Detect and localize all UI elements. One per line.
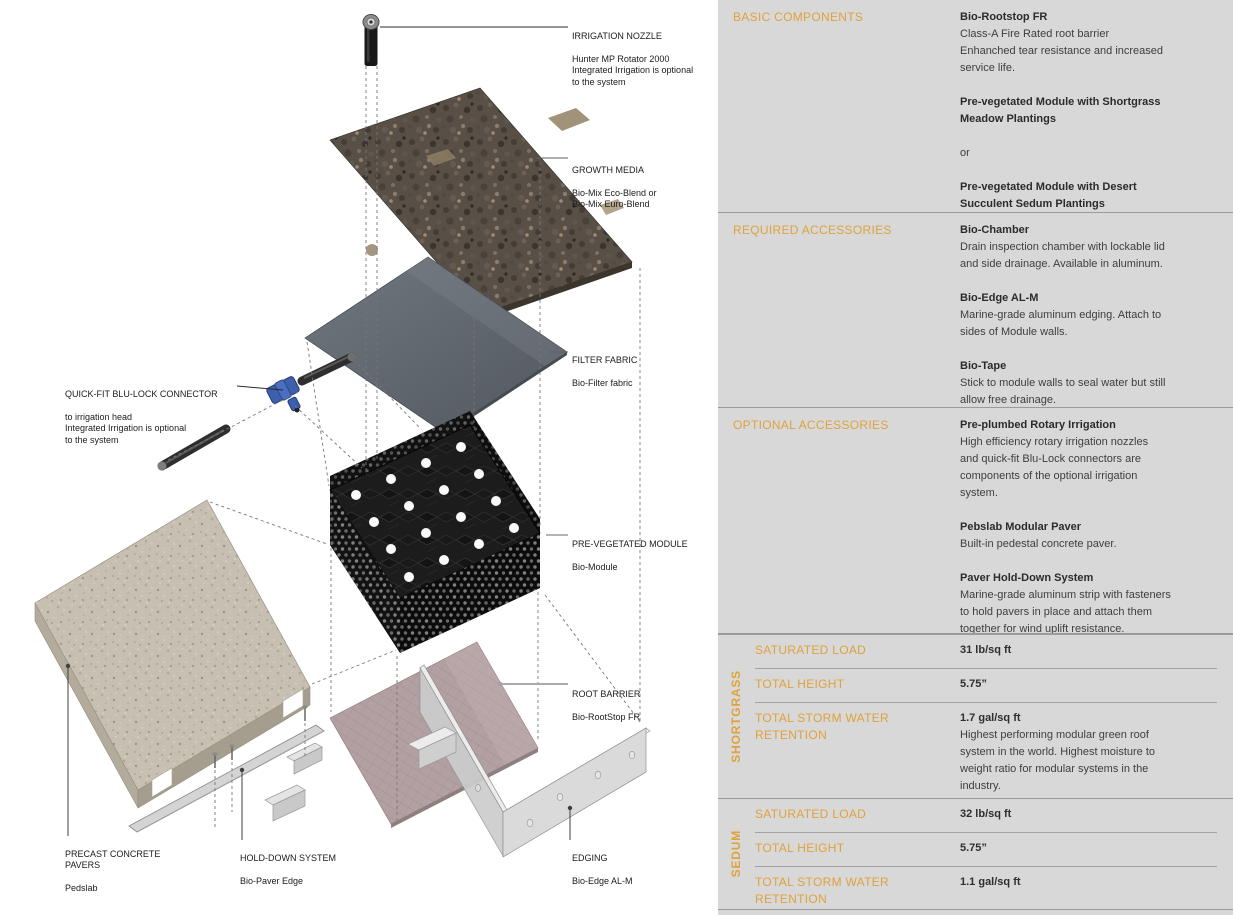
list-item (960, 570, 1217, 634)
label-title: QUICK-FIT BLU-LOCK CONNECTOR (65, 388, 218, 399)
label-title: IRRIGATION NOZZLE (572, 30, 662, 41)
label-title: GROWTH MEDIA (572, 164, 644, 175)
label-body: Bio-Paver Edge (240, 875, 304, 886)
label-body: Bio-RootStop FR (572, 711, 641, 722)
label-title: PRE-VEGETATED MODULE (572, 538, 688, 549)
spec-value: 1.7 gal/sq ft (960, 712, 1021, 724)
spec-value: 1.1 gal/sq ft (960, 876, 1021, 888)
item-title: Bio-Rootstop FR (960, 11, 1048, 23)
spec-value-wrap (960, 710, 1217, 795)
list-item (960, 145, 1217, 162)
list-item (960, 179, 1217, 213)
section-items (960, 222, 1217, 407)
section-required-accessories (718, 213, 1233, 408)
spec-group-strip (718, 635, 755, 798)
spec-label: SATURATED LOAD (755, 807, 867, 821)
label-hold-down-system (240, 841, 380, 899)
label-pre-vegetated-module (572, 527, 712, 585)
table-row (755, 866, 1217, 910)
label-edging (572, 841, 712, 899)
list-item (960, 222, 1217, 273)
spec-value: 32 lb/sq ft (960, 808, 1012, 820)
label-blu-lock-connector (65, 377, 243, 458)
list-item (960, 9, 1217, 77)
spec-value: 5.75” (960, 842, 987, 854)
item-title: Bio-Chamber (960, 224, 1030, 236)
section-basic-components (718, 0, 1233, 213)
section-heading: BASIC COMPONENTS (733, 10, 864, 24)
label-precast-pavers (65, 837, 205, 906)
table-row (755, 702, 1217, 798)
item-title: Bio-Tape (960, 360, 1007, 372)
label-body: to irrigation head Integrated Irrigation is optional to the system (65, 411, 187, 445)
table-row (755, 799, 1217, 832)
spec-table-shortgrass (718, 634, 1233, 798)
list-item (960, 358, 1217, 408)
spec-value: 5.75” (960, 678, 987, 690)
item-body: Stick to module walls to seal water but still allow free drainage. (960, 377, 1166, 406)
label-irrigation-nozzle (572, 19, 712, 100)
item-body: or (960, 147, 970, 159)
irrigation-nozzle (363, 15, 379, 67)
precast-paver (35, 500, 310, 808)
list-item (960, 94, 1217, 128)
item-title: Paver Hold-Down System (960, 572, 1094, 584)
item-body: Class-A Fire Rated root barrier Enhanched tear resistance and increased service life. (960, 28, 1164, 74)
spec-panel (718, 0, 1233, 915)
section-optional-accessories (718, 408, 1233, 634)
label-body: Hunter MP Rotator 2000 Integrated Irrigation is optional to the system (572, 53, 694, 87)
spec-value-wrap (960, 840, 1217, 857)
item-title: Pre-plumbed Rotary Irrigation (960, 419, 1116, 431)
spec-value-wrap (960, 806, 1217, 823)
label-growth-media (572, 153, 712, 222)
item-body: Built-in pedestal concrete paver. (960, 538, 1117, 550)
label-body: Bio-Filter fabric (572, 377, 633, 388)
item-body: Marine-grade aluminum strip with fasteners to hold pavers in place and attach them together for wind uplift resistance. (960, 589, 1171, 634)
spec-group-label: SEDUM (729, 830, 743, 878)
item-title: Pebslab Modular Paver (960, 521, 1082, 533)
spec-label: TOTAL STORM WATER RETENTION (755, 875, 889, 906)
label-title: ROOT BARRIER (572, 688, 641, 699)
spec-label: SATURATED LOAD (755, 643, 867, 657)
label-title: PRECAST CONCRETE PAVERS (65, 848, 161, 870)
spec-label: TOTAL HEIGHT (755, 677, 845, 691)
label-title: EDGING (572, 852, 608, 863)
table-row (755, 832, 1217, 866)
list-item (960, 290, 1217, 341)
table-row (755, 668, 1217, 702)
section-heading: REQUIRED ACCESSORIES (733, 223, 892, 237)
list-item (960, 417, 1217, 502)
list-item (960, 519, 1217, 553)
label-root-barrier (572, 677, 712, 735)
spec-group-label: SHORTGRASS (729, 670, 743, 763)
pre-vegetated-module (330, 411, 540, 653)
spec-rows (755, 799, 1217, 909)
item-title: Bio-Edge AL-M (960, 292, 1039, 304)
label-title: FILTER FABRIC (572, 354, 638, 365)
spec-group-strip (718, 799, 755, 909)
spec-value: 31 lb/sq ft (960, 644, 1012, 656)
spec-note: Highest performing modular green roof system in the world. Highest moisture to weight ratio for modular systems in the industry. (960, 729, 1156, 792)
item-title: Pre-vegetated Module with Desert Succulent Sedum Plantings (960, 181, 1137, 210)
label-filter-fabric (572, 343, 712, 401)
label-body: Bio-Mix Eco-Blend or Bio-Mix Euro-Blend (572, 187, 657, 209)
spec-value-wrap (960, 676, 1217, 693)
spec-table-sedum (718, 798, 1233, 910)
section-items (960, 417, 1217, 633)
item-title: Pre-vegetated Module with Shortgrass Meadow Plantings (960, 96, 1161, 125)
spec-label: TOTAL STORM WATER RETENTION (755, 711, 889, 742)
section-items (960, 9, 1217, 212)
label-body: Bio-Module (572, 561, 618, 572)
item-body: High efficiency rotary irrigation nozzles and quick-fit Blu-Lock connectors are components of the optional irrigation system. (960, 436, 1149, 499)
label-body: Bio-Edge AL-M (572, 875, 633, 886)
spec-rows (755, 635, 1217, 798)
table-row (755, 635, 1217, 668)
item-body: Marine-grade aluminum edging. Attach to sides of Module walls. (960, 309, 1162, 338)
spec-label: TOTAL HEIGHT (755, 841, 845, 855)
spec-value-wrap (960, 642, 1217, 659)
spec-value-wrap (960, 874, 1217, 908)
section-heading: OPTIONAL ACCESSORIES (733, 418, 889, 432)
label-body: Pedslab (65, 883, 98, 893)
item-body: Drain inspection chamber with lockable lid and side drainage. Available in aluminum. (960, 241, 1165, 270)
label-title: HOLD-DOWN SYSTEM (240, 852, 337, 863)
